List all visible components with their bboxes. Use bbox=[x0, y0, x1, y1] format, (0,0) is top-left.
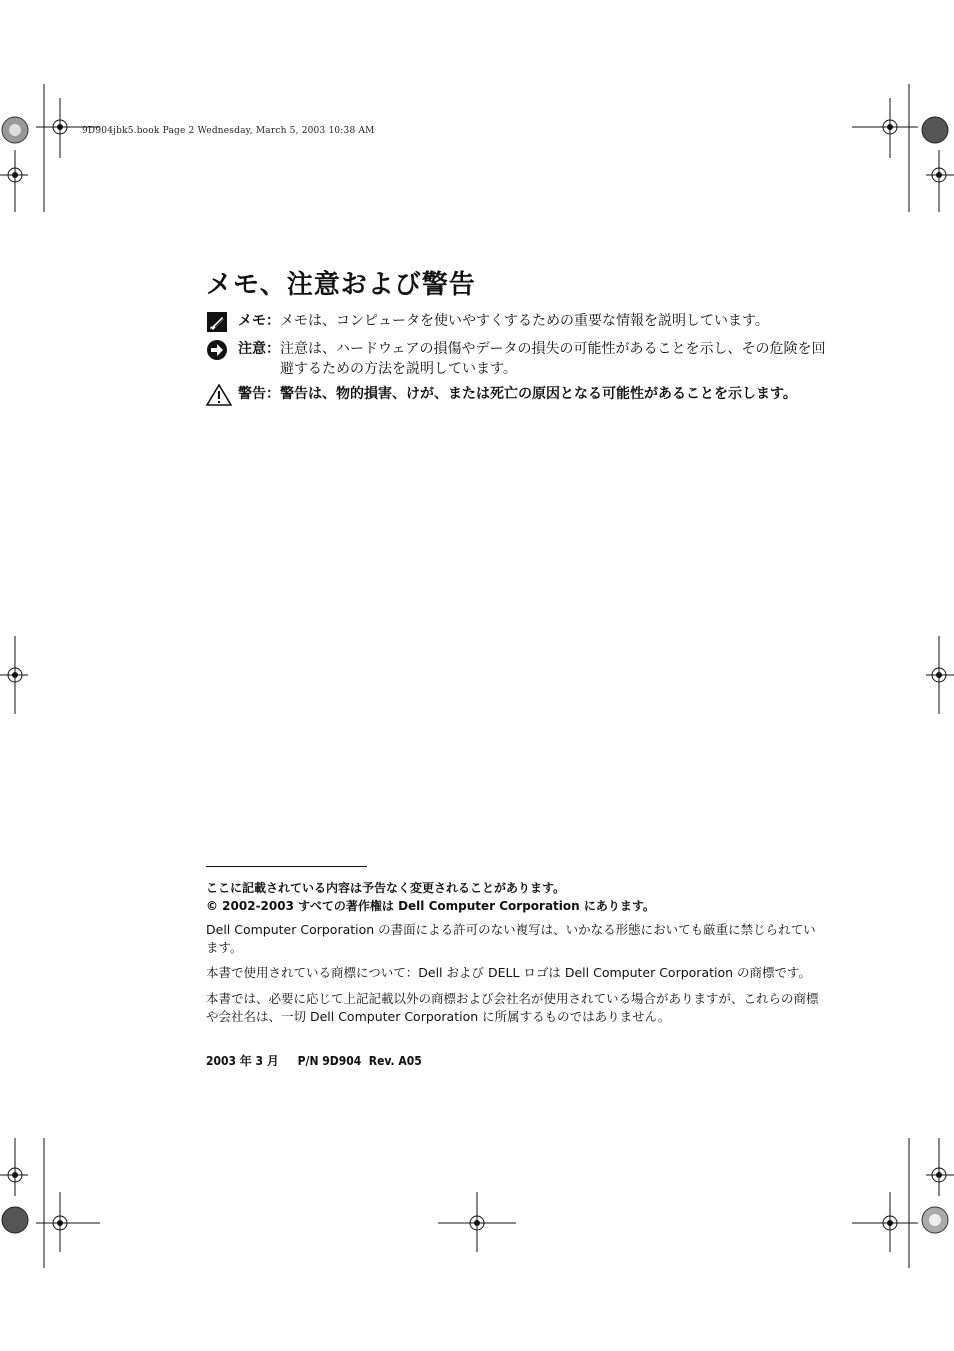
memo-label: メモ： bbox=[238, 313, 280, 329]
caution-notice bbox=[206, 339, 831, 379]
warning-label: 警告： bbox=[238, 386, 280, 402]
memo-notice bbox=[206, 311, 831, 333]
page-title: メモ、注意および警告 bbox=[206, 270, 476, 300]
reproduction-notice: Dell Computer Corporation の書面による許可のない複写は、いかなる形態においても厳重に禁じられています。 bbox=[206, 922, 816, 955]
warning-text: 警告は、物的損害、けが、または死亡の原因となる可能性があることを示します。 bbox=[280, 386, 797, 402]
memo-text: メモは、コンピュータを使いやすくするための重要な情報を説明しています。 bbox=[280, 313, 769, 329]
caution-label: 注意： bbox=[238, 341, 280, 357]
trademark-notice: 本書で使用されている商標について：Dell および DELL ロゴは Dell Computer Corporation の商標です。 bbox=[206, 965, 812, 980]
divider bbox=[206, 866, 367, 867]
warning-notice bbox=[206, 384, 831, 406]
caution-arrow-icon bbox=[206, 339, 232, 361]
publication-id bbox=[206, 1052, 422, 1069]
part-number: P/N 9D904 Rev. A05 bbox=[297, 1054, 422, 1068]
publication-date: 2003 年 3 月 bbox=[206, 1054, 279, 1068]
caution-text: 注意は、ハードウェアの損傷やデータの損失の可能性があることを示し、その危険を回避するための方法を説明しています。 bbox=[280, 341, 826, 377]
warning-triangle-icon bbox=[206, 384, 232, 406]
print-header: 9D904jbk5.book Page 2 Wednesday, March 5, 2003 10:38 AM bbox=[82, 126, 375, 136]
change-notice: ここに記載されている内容は予告なく変更されることがあります。 bbox=[206, 881, 566, 895]
other-trademarks-notice: 本書では、必要に応じて上記記載以外の商標および会社名が使用されている場合がありますが、これらの商標や会社名は、一切 Dell Computer Corporation に所属するものではありません。 bbox=[206, 991, 819, 1024]
note-pencil-icon bbox=[206, 311, 232, 333]
copyright: © 2002-2003 すべての著作権は Dell Computer Corporation にあります。 bbox=[206, 899, 655, 913]
